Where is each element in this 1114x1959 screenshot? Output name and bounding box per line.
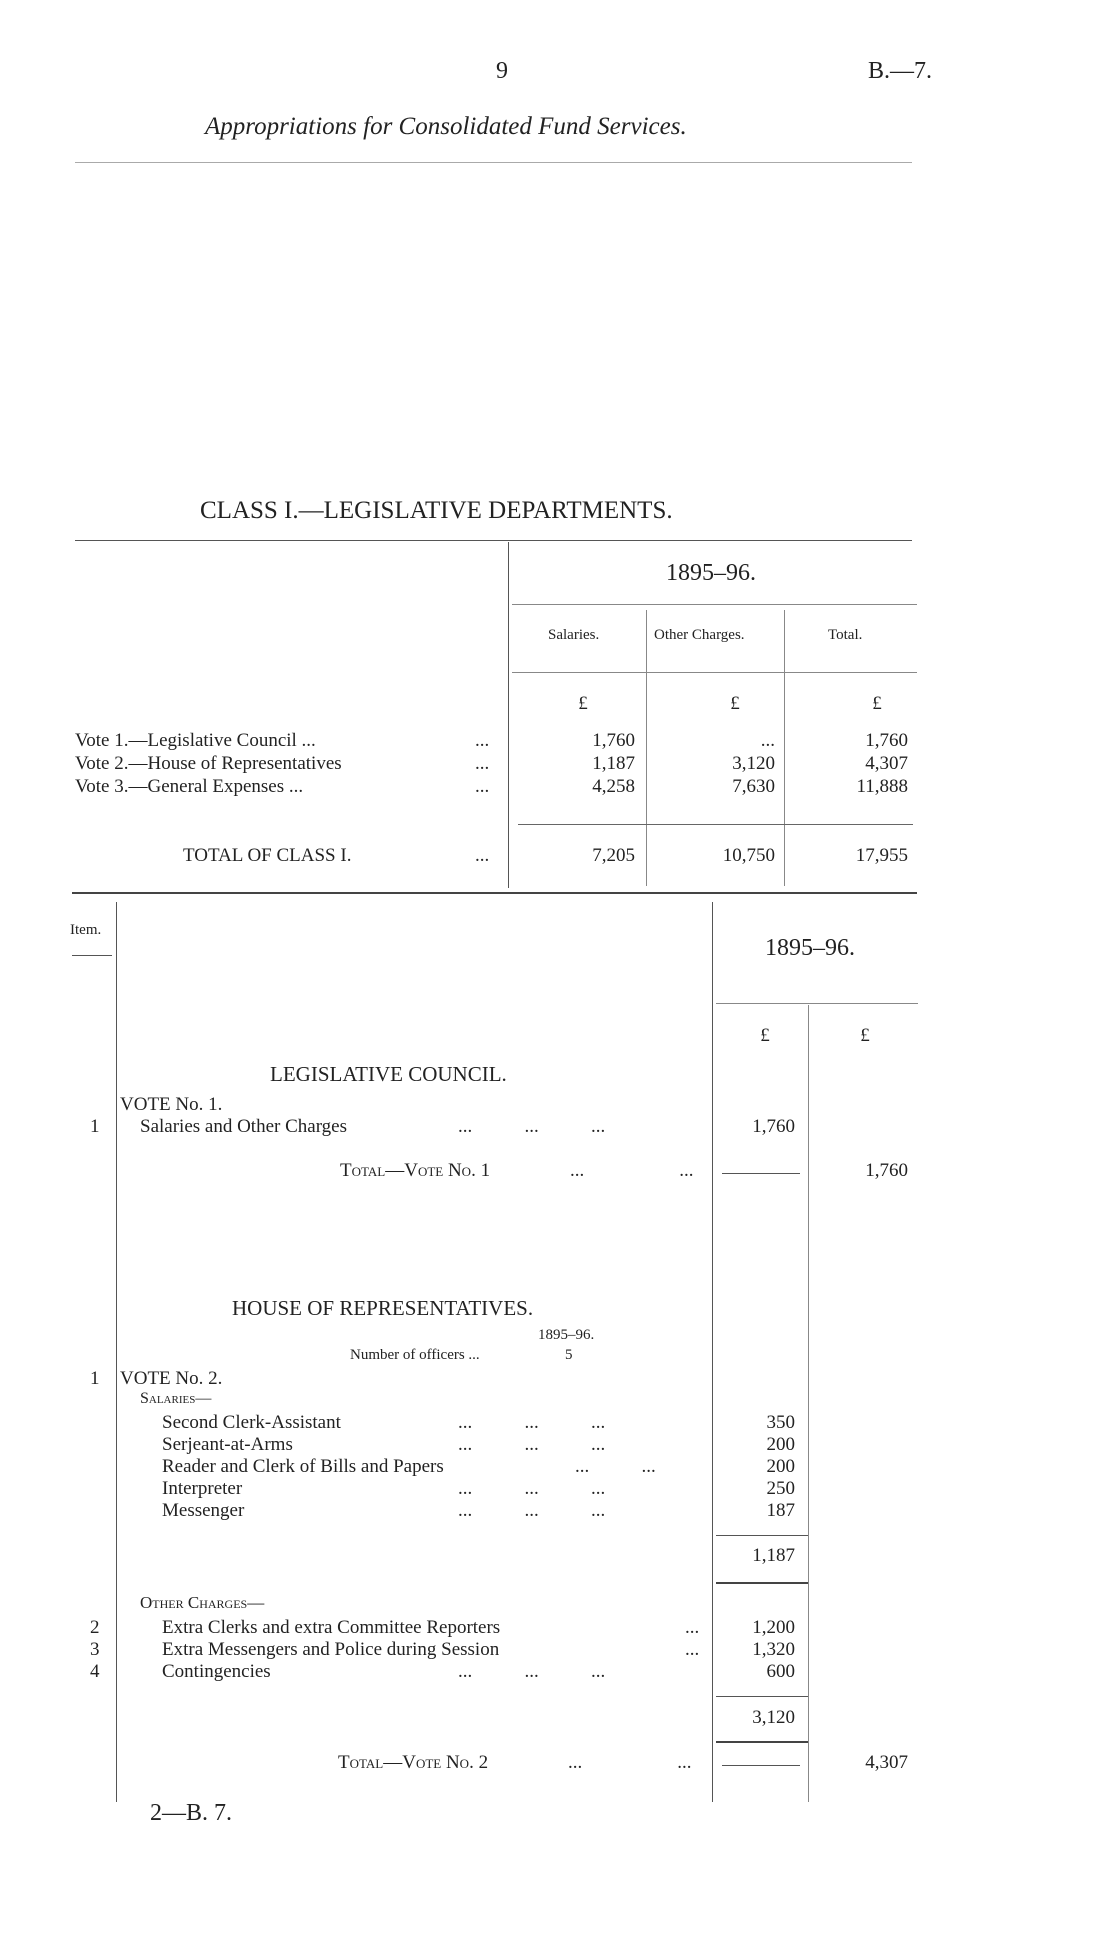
other-row-value: 1,320	[752, 1639, 795, 1660]
other-row-dots: ... ... ...	[458, 1661, 606, 1682]
summary-year-rule	[512, 604, 917, 605]
summary-row-other: ...	[760, 730, 775, 751]
summary-col-divider-3	[784, 610, 785, 886]
summary-total-rule	[518, 824, 913, 825]
detail-currency-1: £	[760, 1025, 770, 1046]
salary-row-value: 250	[766, 1478, 795, 1499]
item-header-rule	[72, 955, 112, 956]
summary-total-label: TOTAL OF CLASS I.	[183, 845, 352, 866]
house-total-dots: ... ...	[568, 1752, 692, 1773]
house-officers-value: 5	[565, 1347, 573, 1363]
other-row-value: 600	[766, 1661, 795, 1682]
council-heading: LEGISLATIVE COUNCIL.	[270, 1062, 507, 1086]
other-subtotal: 3,120	[752, 1707, 795, 1728]
salary-row-label: Reader and Clerk of Bills and Papers	[162, 1456, 444, 1477]
currency-salaries: £	[578, 693, 588, 714]
other-row-value: 1,200	[752, 1617, 795, 1638]
other-row-label: Extra Messengers and Police during Session	[162, 1639, 500, 1660]
salary-row-value: 187	[766, 1500, 795, 1521]
house-salaries-label: Salaries—	[140, 1390, 212, 1407]
summary-row-salaries: 1,760	[592, 730, 635, 751]
council-total-dash	[722, 1173, 800, 1174]
other-row-item: 2	[90, 1617, 100, 1638]
summary-row-label: Vote 2.—House of Representatives	[75, 753, 342, 774]
item-column-header: Item.	[70, 922, 102, 938]
summary-colhead-rule	[512, 672, 917, 673]
currency-total: £	[872, 693, 882, 714]
house-vote: VOTE No. 2.	[120, 1368, 223, 1389]
salary-row-value: 200	[766, 1456, 795, 1477]
house-heading: HOUSE OF REPRESENTATIVES.	[232, 1296, 534, 1320]
salary-row-dots: ... ... ...	[458, 1412, 606, 1433]
salary-row-label: Serjeant-at-Arms	[162, 1434, 293, 1455]
house-officers-year: 1895–96.	[538, 1327, 595, 1343]
salary-row-dots: ... ... ...	[458, 1500, 606, 1521]
header-rule	[75, 162, 912, 163]
summary-row-salaries: 4,258	[592, 776, 635, 797]
summary-top-rule	[75, 540, 912, 541]
salaries-subtotal: 1,187	[752, 1545, 795, 1566]
summary-row-total: 4,307	[865, 753, 908, 774]
summary-row-label: Vote 3.—General Expenses ...	[75, 776, 304, 797]
col-header-total: Total.	[828, 627, 863, 643]
page-number: 9	[496, 58, 508, 84]
other-row-label: Extra Clerks and extra Committee Reporters	[162, 1617, 501, 1638]
summary-row-label: Vote 1.—Legislative Council ...	[75, 730, 316, 751]
footer-signature: 2—B. 7.	[150, 1800, 233, 1826]
summary-col-divider	[508, 542, 509, 888]
house-total-value: 4,307	[865, 1752, 908, 1773]
document-code: B.—7.	[868, 58, 933, 84]
house-item-number: 1	[90, 1368, 100, 1389]
other-charges-label: Other Charges—	[140, 1593, 265, 1612]
detail-year-rule	[716, 1003, 918, 1004]
council-vote: VOTE No. 1.	[120, 1094, 223, 1115]
col-header-salaries: Salaries.	[548, 627, 600, 643]
detail-currency-2: £	[860, 1025, 870, 1046]
salary-row-dots: ... ...	[575, 1456, 656, 1477]
summary-row-dots: ...	[475, 753, 490, 774]
salary-row-dots: ... ... ...	[458, 1434, 606, 1455]
other-row-label: Contingencies	[162, 1661, 271, 1682]
class-title: CLASS I.—LEGISLATIVE DEPARTMENTS.	[200, 497, 673, 524]
summary-row-dots: ...	[475, 730, 490, 751]
col-header-other-charges: Other Charges.	[654, 627, 745, 643]
salaries-subtotal-bottom-rule	[716, 1582, 808, 1584]
summary-row-total: 1,760	[865, 730, 908, 751]
salary-row-dots: ... ... ...	[458, 1478, 606, 1499]
salary-row-value: 350	[766, 1412, 795, 1433]
summary-row-dots: ...	[475, 776, 490, 797]
council-total-value: 1,760	[865, 1160, 908, 1181]
other-row-dots: ...	[685, 1639, 700, 1660]
salaries-subtotal-rule	[716, 1535, 808, 1536]
currency-other: £	[730, 693, 740, 714]
council-line-value: 1,760	[752, 1116, 795, 1137]
summary-col-divider-2	[646, 610, 647, 886]
salary-row-label: Interpreter	[162, 1478, 243, 1499]
summary-total-salaries: 7,205	[592, 845, 635, 866]
summary-total-other: 10,750	[722, 845, 775, 866]
summary-row-salaries: 1,187	[592, 753, 635, 774]
summary-row-total: 11,888	[856, 776, 908, 797]
summary-total-total: 17,955	[855, 845, 908, 866]
council-item-number: 1	[90, 1116, 100, 1137]
council-total-dots: ... ...	[570, 1160, 694, 1181]
other-row-dots: ...	[685, 1617, 700, 1638]
other-row-item: 4	[90, 1661, 100, 1682]
council-line-label: Salaries and Other Charges	[140, 1116, 348, 1137]
summary-bottom-rule	[72, 892, 917, 894]
summary-row-other: 7,630	[732, 776, 775, 797]
detail-year: 1895–96.	[765, 935, 855, 961]
house-total-label: Total—Vote No. 2	[338, 1752, 489, 1773]
house-officers-label: Number of officers ...	[350, 1347, 480, 1363]
council-total-label: Total—Vote No. 1	[340, 1160, 491, 1181]
summary-total-dots: ...	[475, 845, 490, 866]
council-line-dots: ... ... ...	[458, 1116, 606, 1137]
other-row-item: 3	[90, 1639, 100, 1660]
amount-col-divider	[712, 902, 713, 1802]
other-subtotal-bottom-rule	[716, 1741, 808, 1743]
summary-row-other: 3,120	[732, 753, 775, 774]
summary-year: 1895–96.	[666, 560, 756, 586]
salary-row-label: Second Clerk-Assistant	[162, 1412, 341, 1433]
salary-row-value: 200	[766, 1434, 795, 1455]
salary-row-label: Messenger	[162, 1500, 245, 1521]
running-title: Appropriations for Consolidated Fund Services.	[205, 113, 687, 140]
other-subtotal-rule	[716, 1696, 808, 1697]
amount-col-divider-2	[808, 1005, 809, 1802]
item-col-divider	[116, 902, 117, 1802]
house-total-dash	[722, 1765, 800, 1766]
